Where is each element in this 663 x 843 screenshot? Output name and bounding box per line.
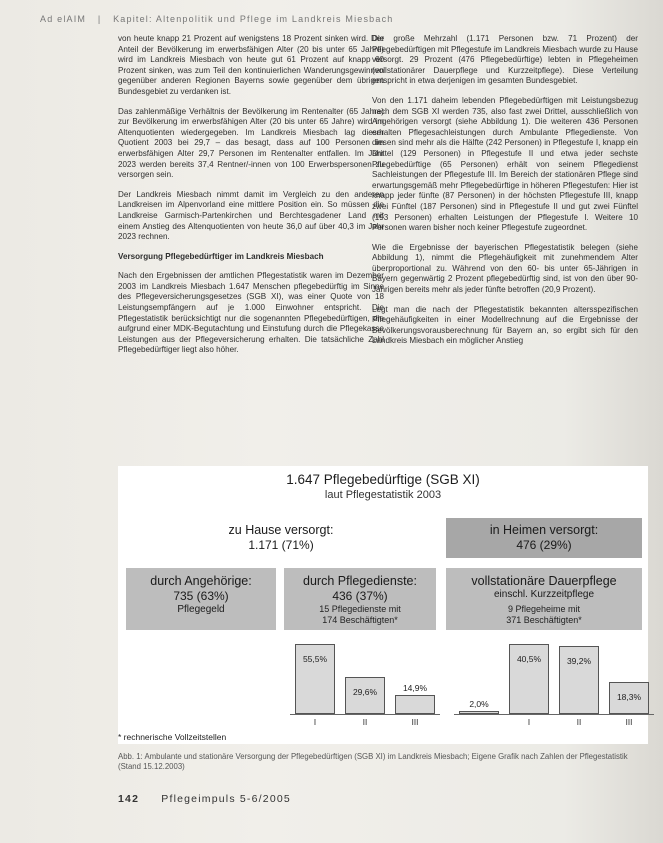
nursing-home-box — [446, 518, 642, 558]
figure-title: 1.647 Pflegebedürftige (SGB XI) — [286, 472, 480, 487]
bar-value-label: 40,5% — [516, 654, 542, 664]
running-head — [40, 14, 640, 24]
services-label: durch Pflegedienste: — [303, 574, 417, 588]
bar-value-label: 2,0% — [469, 698, 489, 709]
bar-baseline — [454, 714, 654, 715]
services-note-2: 174 Beschäftigten* — [322, 615, 398, 625]
paragraph: Von den 1.171 daheim lebenden Pflegebedürftigen mit Leistungsbezug nach dem SGB XI werden 735, also fast zwei Drittel, ausschließlich von Angehörigen versorgt (siehe Abbildung 1). Die weiteren 436 Personen erhalten Pflegesachleistungen durch Ambulante Pflegedienste. Von diesen sind mehr als die Hälfte (242 Personen) in Pflegestufe I, knapp ein Drittel (129 Personen) in Pflegestufe II und etwa jeder sechste Pflegebedürftige (65 Personen) erhält von seinem Pflegedienst Sachleistungen der Pflegestufe III. Im Bereich der stationären Pflege sind erwartungsgemäß mehr Pflegebedürftige in höheren Pflegestufen: Hier ist knapp jeder fünfte (87 Personen) in der höchsten Pflegestufe III, knapp zwei Fünftel (187 Personen) sind in Pflegestufe II und gut zwei Fünftel (193 Personen) erhalten Leistungen der Pflegestufe I. Weitere 10 Personen waren bisher noch keiner Pflegestufe zugeordnet. — [372, 95, 638, 233]
home-care-box — [126, 518, 436, 558]
left-text-column — [118, 34, 384, 365]
running-head-separator: | — [97, 14, 102, 24]
running-head-right: Kapitel: Altenpolitik und Pflege im Landkreis Miesbach — [113, 14, 394, 24]
relatives-value: 735 (63%) — [173, 589, 229, 603]
stationary-care-box — [446, 568, 642, 630]
care-level-bar — [395, 695, 435, 714]
services-care-box — [284, 568, 436, 630]
nursing-home-label: in Heimen versorgt: — [489, 523, 599, 537]
nursing-home-value: 476 (29%) — [516, 538, 572, 552]
paragraph: Nach den Ergebnissen der amtlichen Pflegestatistik waren im Dezember 2003 im Landkreis Miesbach 1.647 Menschen pflegebedürftig im Sinne des Pflegeversicherungsgesetzes (SGB XI), was einer Quote von 18 Leistungsempfängern auf je 1.000 Einwohner entspricht. Die Pflegestatistik berücksichtigt nur die sogenannten Pflegebedürftigen, die aufgrund einer MDK-Begutachtung und Einstufung durch die Pflegekasse Leistungen aus der Pflegeversicherung erhalten. Die tatsächliche Zahl Pflegebedürftiger liegt also höher. — [118, 271, 384, 355]
paragraph: Das zahlenmäßige Verhältnis der Bevölkerung im Rentenalter (65 Jahre) zur Bevölkerung im erwerbsfähigen Alter (20 bis unter 65 Jahre) wird im Altenquotienten wiedergegeben. Im Landkreis Miesbach lag dieser Quotient 2003 bei 29,7 – das besagt, dass auf 100 Personen im erwerbsfähigen Alter 29,7 Personen im Rentenalter entfallen. Im Jahr 2023 werden bereits 37,4 Rentner/-innen von 100 Erwerbspersonen zu versorgen sein. — [118, 106, 384, 180]
paragraph: Wie die Ergebnisse der bayerischen Pflegestatistik belegen (siehe Abbildung 1), nimmt die Pflegehäufigkeit mit zunehmendem Alter überproportional zu. Während von den 60- bis unter 65-Jährigen in Bayern gegenwärtig 2 Prozent pflegebedürftig sind, ist von den über 90-Jährigen bereits mehr als jeder fünfte betroffen (20,9 Prozent). — [372, 242, 638, 295]
bar-category-label: II — [576, 718, 582, 727]
running-head-left: Ad elAIM — [40, 14, 87, 24]
figure-caption: Abb. 1: Ambulante und stationäre Versorgung der Pflegebedürftigen (SGB XI) im Landkreis Miesbach; Eigene Grafik nach Zahlen der Pflegestatistik (Stand 15.12.2003) — [118, 752, 628, 771]
page-number: 142 — [118, 793, 140, 805]
bar-category-label: III — [411, 718, 419, 727]
care-figure — [118, 466, 648, 744]
footer-text: Pflegeimpuls 5-6/2005 — [161, 793, 291, 805]
services-note-1: 15 Pflegedienste mit — [319, 604, 401, 614]
bar-value-label: 55,5% — [302, 654, 328, 664]
home-care-value: 1.171 (71%) — [248, 538, 314, 552]
bar-category-label: I — [527, 718, 531, 727]
bar-value-label: 14,9% — [402, 683, 428, 694]
stationary-label-2: einschl. Kurzzeitpflege — [493, 589, 595, 600]
care-level-bar — [459, 711, 499, 714]
bar-category-label: II — [362, 718, 368, 727]
bar-category-label: I — [313, 718, 317, 727]
paragraph: Die große Mehrzahl (1.171 Personen bzw. 71 Prozent) der Pflegebedürftigen mit Pflegestufe im Landkreis Miesbach wurde zu Hause versorgt. 29 Prozent (476 Pflegebedürftige) lebten in Pflegeheimen (vollstationärer Dauerpflege und Kurzzeitpflege). Diese Verteilung entspricht in etwa derjenigen im gesamten Bundesgebiet. — [372, 34, 638, 86]
page-footer — [118, 793, 618, 805]
paragraph: Legt man die nach der Pflegestatistik bekannten altersspezifischen Pflegehäufigkeiten in einer Modellrechnung auf die Ergebnisse der Bevölkerungsvorausberechnung für Bayern an, so ergibt sich für den Landkreis Miesbach ein möglicher Anstieg — [372, 304, 638, 346]
section-heading: Versorgung Pflegebedürftiger im Landkreis Miesbach — [118, 251, 324, 261]
paragraph: Der Landkreis Miesbach nimmt damit im Vergleich zu den anderen Landkreisen im Alpenvorland eine mittlere Position ein. So müssen die Landkreise Garmisch-Partenkirchen und Berchtesgadener Land mit einem Anstieg des Altenquotienten von heute 36,0 auf über 40,3 im Jahr 2023 rechnen. — [118, 189, 384, 242]
right-text-column — [372, 34, 638, 356]
relatives-note: Pflegegeld — [177, 604, 225, 615]
paragraph: von heute knapp 21 Prozent auf wenigstens 18 Prozent sinken wird. Der Anteil der Bevölkerung im erwerbsfähigen Alter (20 bis unter 65 Jahre) wird im Landkreis Miesbach von heute gut 61 Prozent auf knapp 60 Prozent sinken, was zum Teil den kontinuierlichen Wanderungsgewinnen gegenüber anderen Regionen Bayerns sowie gegenüber dem übrigen Bundesgebiet zu verdanken ist. — [118, 34, 384, 96]
care-level-bars — [118, 638, 648, 728]
services-value: 436 (37%) — [332, 589, 388, 603]
bar-value-label: 39,2% — [566, 656, 592, 667]
bar-value-label: 18,3% — [616, 692, 642, 703]
stationary-label: vollstationäre Dauerpflege — [471, 574, 617, 588]
bar-baseline — [290, 714, 440, 715]
figure-subtitle: laut Pflegestatistik 2003 — [324, 489, 442, 501]
relatives-care-box — [126, 568, 276, 630]
bar-category-label: III — [625, 718, 633, 727]
bar-value-label: 29,6% — [352, 686, 378, 697]
stationary-note-1: 9 Pflegeheime mit — [507, 604, 581, 614]
home-care-label: zu Hause versorgt: — [228, 523, 334, 537]
figure-footnote: * rechnerische Vollzeitstellen — [118, 732, 227, 742]
stationary-note-2: 371 Beschäftigten* — [506, 615, 582, 625]
relatives-label: durch Angehörige: — [150, 574, 252, 588]
